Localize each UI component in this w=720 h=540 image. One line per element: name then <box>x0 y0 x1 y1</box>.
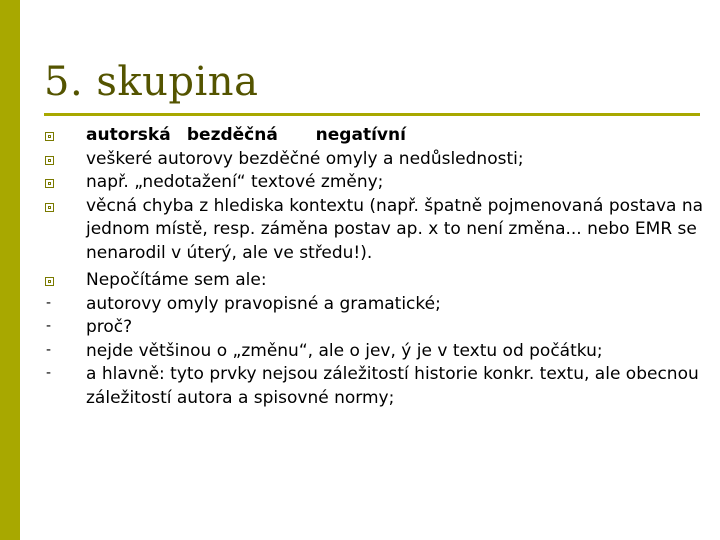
title-underline <box>44 113 700 116</box>
list-item <box>44 148 704 172</box>
list-item <box>44 124 704 148</box>
list-item-text: autorovy omyly pravopisné a gramatické; <box>86 293 441 314</box>
bullet-list <box>44 124 709 410</box>
list-item-text: Nepočítáme sem ale: <box>86 270 267 290</box>
slide-title: 5. skupina <box>44 59 259 105</box>
list-item-text: věcná chyba z hlediska kontextu (např. špatně pojmenovaná postava na jednom místě, resp. záměna postav ap. x to není změna... nebo EMR se nenarodil v úterý, ale ve středu!). <box>86 195 709 263</box>
list-item-text: proč? <box>86 317 133 337</box>
list-item: - autorovy omyly pravopisné a gramatické; <box>46 293 441 314</box>
list-item <box>44 195 709 266</box>
list-item <box>44 269 704 293</box>
list-item: - nejde většinou o „změnu“, ale o jev, ý je v textu od počátku; <box>46 340 603 361</box>
heading-word-2: bezděčná <box>186 125 278 145</box>
heading-word-1: autorská <box>86 125 171 145</box>
list-item-text: veškeré autorovy bezděčné omyly a nedůslednosti; <box>86 148 524 169</box>
list-item-text: např. „nedotažení“ textové změny; <box>86 172 384 192</box>
list-item: - proč? <box>46 317 133 337</box>
list-item: - a hlavně: tyto prvky nejsou záležitostí historie konkr. textu, ale obecnou záležitostí autora a spisovné normy; <box>46 364 705 408</box>
left-accent-bar <box>0 0 20 540</box>
list-item-text: nejde většinou o „změnu“, ale o jev, ý je v textu od počátku; <box>86 340 603 361</box>
heading-word-3: negatívní <box>315 125 406 145</box>
list-item-text: a hlavně: tyto prvky nejsou záležitostí historie konkr. textu, ale obecnou záležitostí autora a spisovné normy; <box>86 364 705 408</box>
list-item <box>44 171 704 195</box>
